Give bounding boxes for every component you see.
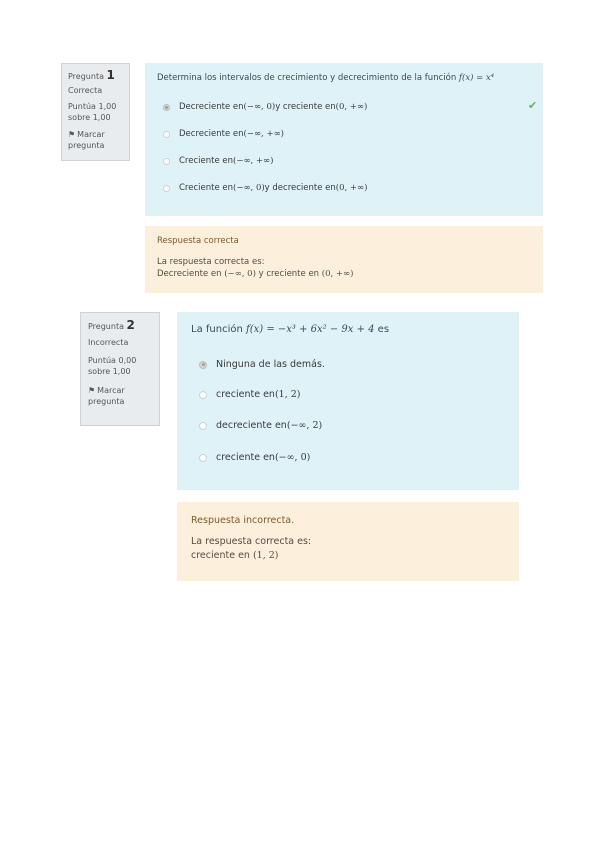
question-text: Determina los intervalos de crecimiento y decrecimiento de la función f(x) = x⁴: [157, 73, 495, 83]
radio-button[interactable]: [163, 158, 170, 165]
right-answer: La respuesta correcta es: Decreciente en (−∞, 0) y creciente en (0, +∞): [157, 257, 354, 279]
question-state: Correcta: [68, 86, 103, 95]
answer-option-1[interactable]: Ninguna de las demás.: [199, 359, 325, 370]
radio-button[interactable]: [199, 422, 207, 430]
answer-option-3[interactable]: decreciente en (−∞, 2): [199, 420, 322, 431]
flag-icon: ⚑: [68, 130, 76, 139]
question-info-2: [80, 312, 160, 426]
question-feedback-2: [177, 502, 519, 581]
radio-button[interactable]: [163, 185, 170, 192]
feedback-title: Respuesta correcta: [157, 236, 239, 246]
feedback-title: Respuesta incorrecta.: [191, 515, 295, 526]
answer-option-2[interactable]: creciente en (1, 2): [199, 389, 301, 400]
question-text: La función f(x) = −x³ + 6x² − 9x + 4 es: [191, 324, 390, 335]
radio-button[interactable]: [199, 391, 207, 399]
question-feedback-1: [145, 226, 543, 293]
question-state: Incorrecta: [88, 338, 129, 347]
question-grade: Puntúa 1,00 sobre 1,00: [68, 102, 117, 122]
question-grade: Puntúa 0,00 sobre 1,00: [88, 356, 137, 376]
radio-button[interactable]: [199, 454, 207, 462]
radio-button[interactable]: [163, 104, 170, 111]
answer-option-3[interactable]: Creciente en (−∞, +∞): [163, 156, 273, 166]
question-formulation-2: [177, 312, 519, 490]
question-info-1: [61, 63, 130, 161]
answer-option-2[interactable]: Decreciente en (−∞, +∞): [163, 129, 284, 139]
question-number: Pregunta 1: [68, 68, 115, 82]
check-icon: ✔: [528, 99, 538, 112]
flag-icon: ⚑: [88, 386, 96, 395]
question-number: Pregunta 2: [88, 318, 135, 332]
question-formulation-1: [145, 63, 543, 216]
radio-button[interactable]: [163, 131, 170, 138]
radio-button[interactable]: [199, 361, 207, 369]
flag-question-link[interactable]: ⚑ Marcar pregunta: [68, 130, 105, 150]
flag-question-link[interactable]: ⚑ Marcar pregunta: [88, 386, 125, 406]
answer-option-4[interactable]: creciente en (−∞, 0): [199, 452, 310, 463]
right-answer: La respuesta correcta es: creciente en (1, 2): [191, 536, 312, 561]
answer-option-1[interactable]: Decreciente en (−∞, 0) y creciente en (0, +∞): [163, 102, 367, 112]
answer-option-4[interactable]: Creciente en (−∞, 0) y decreciente en (0, +∞): [163, 183, 367, 193]
